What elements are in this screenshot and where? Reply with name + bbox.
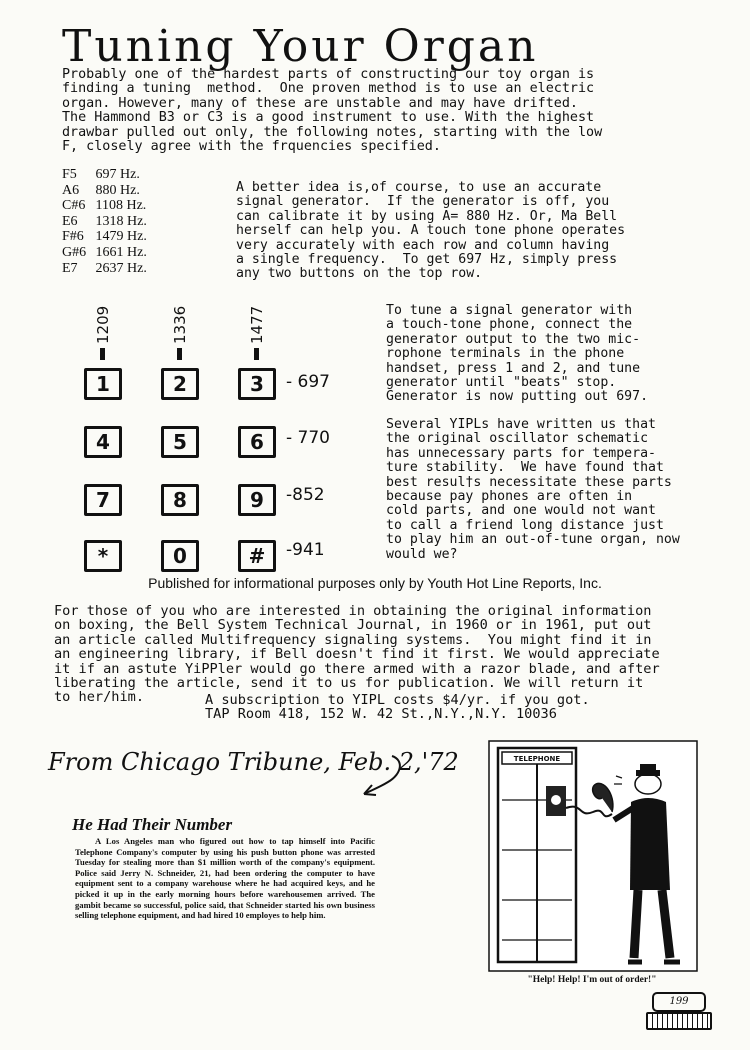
keypad-key-0: 0 — [161, 540, 199, 572]
boxing-paragraph: For those of you who are interested in obtaining the original information on boxing, the Bell System Technical Journal, in 1960 or in 1961, put out an article called Multifrequency signaling systems. You might find it in an engineering library, if Bell doesn't find it first. We would appreciate it if an astute YiPPler would go there armed with a razor blade, and after liberating the article, send it to us for publication. We will return it to her/him. — [54, 603, 660, 706]
column-marker — [100, 348, 105, 360]
page-number: 199 — [652, 992, 706, 1012]
intro-paragraph: Probably one of the hardest parts of constructing our toy organ is finding a tuning method. One proven method is to use an electric organ. However, many of these are unstable and may have drifted. The Hammond B3 or C3 is a good instrument to use. With the highest drawbar pulled out only, the following notes, starting with the low F, closely agree with the frquencies specified. — [62, 67, 603, 155]
frequency-row: F#6 1479 Hz. — [62, 229, 147, 245]
keypad-key-1: 1 — [84, 368, 122, 400]
frequency-list — [62, 167, 222, 276]
keypad-key-6: 6 — [238, 426, 276, 458]
column-label-1336: 1336 — [171, 305, 189, 344]
keypad-key-hash: # — [238, 540, 276, 572]
row-label-770: - 770 — [286, 428, 330, 448]
frequency-row: E6 1318 Hz. — [62, 213, 147, 229]
row-label-941: -941 — [286, 540, 325, 560]
keypad-key-2: 2 — [161, 368, 199, 400]
keypad-key-9: 9 — [238, 484, 276, 516]
publisher-notice: Published for informational purposes only by Youth Hot Line Reports, Inc. — [148, 575, 602, 591]
keypad-diagram — [80, 296, 380, 571]
frequency-row: C#6 1108 Hz. — [62, 198, 147, 214]
subscription-notice: A subscription to YIPL costs $4/yr. if you got. TAP Room 418, 152 W. 42 St.,N.Y.,N.Y. 10036 — [205, 692, 590, 723]
tune-instructions: To tune a signal generator with a touch-tone phone, connect the generator output to the two mic- rophone terminals in the phone handset, press 1 and 2, and tune generator until "beats" stop. Generator is now putting out 697. — [386, 303, 649, 405]
keypad-key-4: 4 — [84, 426, 122, 458]
keypad-key-5: 5 — [161, 426, 199, 458]
frequency-row: E7 2637 Hz. — [62, 260, 147, 276]
row-label-852: -852 — [286, 485, 325, 505]
phone-booth-cartoon — [488, 740, 698, 972]
keypad-key-star: * — [84, 540, 122, 572]
frequency-row: A6 880 Hz. — [62, 182, 140, 198]
frequency-row: F5 697 Hz. — [62, 167, 140, 182]
signal-generator-paragraph: A better idea is,of course, to use an accurate signal generator. If the generator is off, you can calibrate it by using A= 880 Hz. Or, Ma Bell herself can help you. A touch tone phone operates very accurately with each row and column having a single frequency. To get 697 Hz, simply press any two buttons on the top row. — [236, 180, 626, 282]
cartoon-caption: "Help! Help! I'm out of order!" — [527, 975, 657, 985]
keypad-key-7: 7 — [84, 484, 122, 516]
frequency-row: G#6 1661 Hz. — [62, 244, 147, 260]
column-label-1477: 1477 — [248, 305, 266, 344]
several-yipls-paragraph: Several YIPLs have written us that the original oscillator schematic has unnecessary parts for tempera- ture stability. We have found that best resul†s necessitate these parts because pay phones are often in cold parts, and one would not want to call a friend long distance just to play him an out-of-tune organ, now would we? — [386, 417, 680, 562]
booth-sign: TELEPHONE — [513, 755, 561, 763]
row-label-697: - 697 — [286, 372, 330, 392]
clipping-source-note: From Chicago Tribune, Feb. 2,'72 — [48, 748, 459, 776]
column-label-1209: 1209 — [94, 305, 112, 344]
keypad-key-3: 3 — [238, 368, 276, 400]
page-number-base — [646, 1012, 712, 1030]
column-marker — [254, 348, 259, 360]
column-marker — [177, 348, 182, 360]
arrow-icon — [352, 752, 412, 800]
keypad-key-8: 8 — [161, 484, 199, 516]
clipping-body: A Los Angeles man who figured out how to tap himself into Pacific Telephone Company's computer by using his push button phone was arrested Tuesday for stealing more than $1 million worth of the company's equipment. Police said Jerry N. Schneider, 21, had been ordering the computer to have equipment sent to a company warehouse where he had acquired keys, and he picked it up in the early morning hours before warehousemen arrived. The gambit became so successful, police said, that Schneider started his own business selling telephone equipment, and had hired 10 employes to help him. — [75, 836, 375, 921]
page-title: Tuning Your Organ — [62, 21, 539, 72]
clipping-headline: He Had Their Number — [72, 815, 233, 834]
